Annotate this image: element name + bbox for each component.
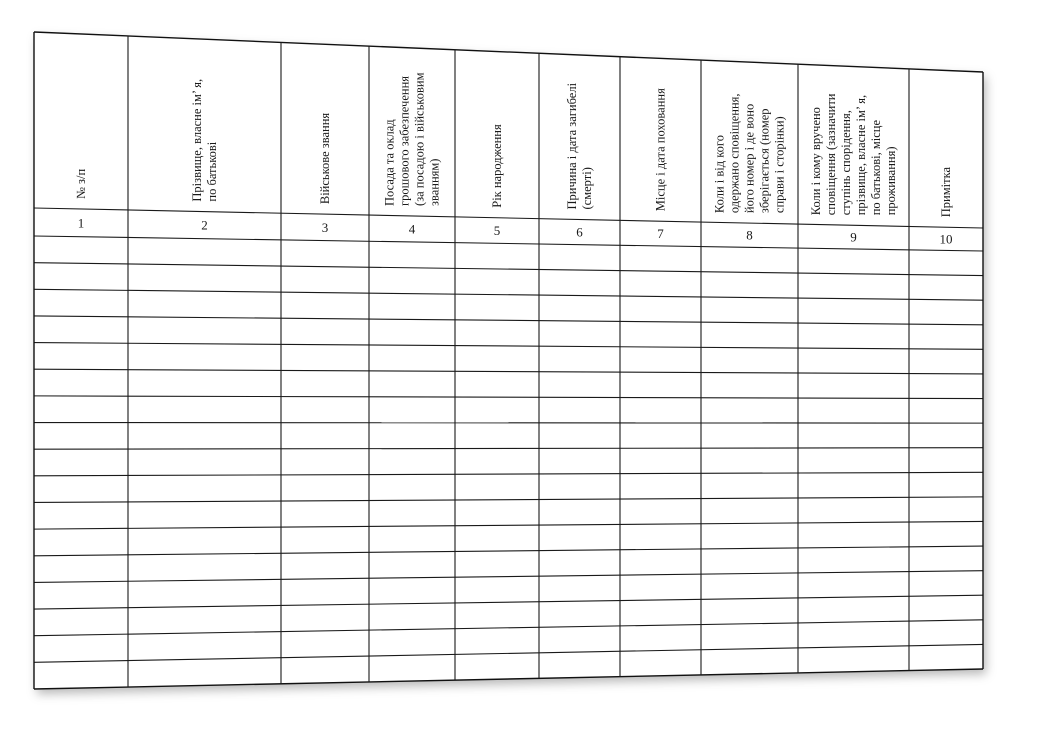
column-number-7: 7 — [657, 226, 664, 242]
column-header-line: ступінь спорідення, — [839, 110, 853, 216]
column-header-line: Примітка — [939, 166, 953, 218]
column-header-line: Коли і від кого — [712, 135, 727, 214]
column-header-line: справи і сторінки) — [772, 116, 787, 214]
column-header-line: (за посадою і військовим — [412, 72, 427, 206]
column-number-10: 10 — [939, 231, 953, 247]
column-header-line: званням) — [427, 158, 442, 206]
column-header-line: одержано сповіщення, — [727, 93, 742, 214]
column-header-line: грошового забезпечення — [397, 75, 412, 206]
column-header-line: Місце і дата поховання — [653, 88, 668, 212]
column-number-9: 9 — [850, 229, 857, 245]
column-header-line: по батькові, місце — [869, 119, 883, 216]
column-header-line: зберігається (номер — [757, 108, 772, 214]
column-header-line: по батькові — [205, 141, 219, 202]
column-number-6: 6 — [576, 224, 583, 240]
column-header-7 — [654, 88, 668, 211]
column-number-8: 8 — [746, 227, 753, 243]
column-number-3: 3 — [321, 219, 329, 235]
column-header-line: (смерті) — [580, 167, 594, 210]
column-header-5 — [490, 124, 504, 208]
row-divider-line — [34, 423, 983, 424]
column-header-line: сповіщення (зазначити — [824, 93, 838, 216]
column-header-3 — [318, 113, 332, 205]
column-number-4: 4 — [408, 221, 416, 237]
column-header-line: № з/п — [74, 168, 88, 199]
column-header-line: Коли і кому вручено — [809, 107, 823, 216]
column-header-line: прізвище, власне ім’ я, — [854, 94, 868, 216]
column-header-line: Рік народження — [490, 124, 504, 208]
column-header-line: Причина і дата загибелі — [565, 82, 579, 210]
column-header-1 — [74, 169, 88, 199]
column-number-2: 2 — [201, 217, 208, 233]
column-header-line: проживання) — [884, 146, 898, 216]
column-header-10 — [939, 167, 953, 218]
column-header-line: його номер і де воно — [742, 103, 757, 214]
column-header-line: Прізвище, власне ім’ я, — [190, 78, 204, 202]
column-number-5: 5 — [493, 223, 501, 239]
column-header-line: Посада та оклад — [382, 119, 397, 206]
column-number-1: 1 — [77, 215, 85, 231]
column-header-line: Військове звання — [318, 112, 332, 205]
